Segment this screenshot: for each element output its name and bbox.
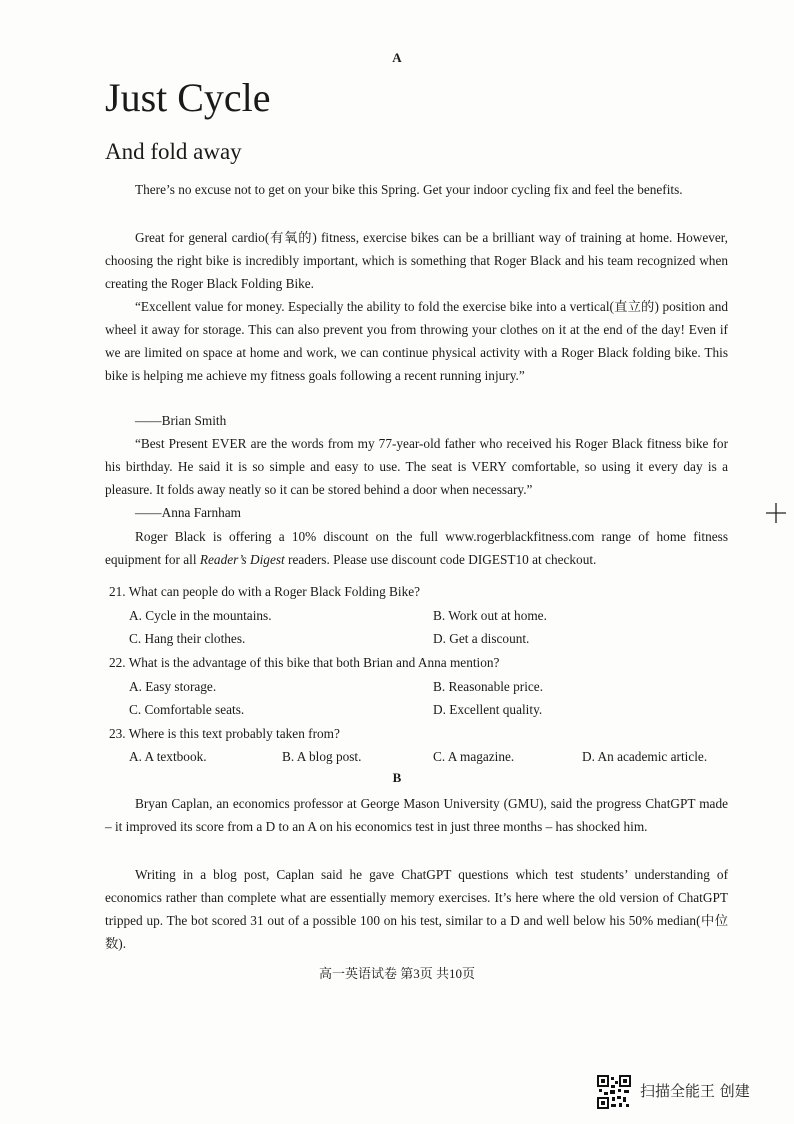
crosshair-icon <box>765 502 787 524</box>
q22-option-c: C. Comfortable seats. <box>129 702 245 717</box>
testimonial-brian: “Excellent value for money. Especially the ability to fold the exercise bike into a vertical(直立的) position and wheel it away for storage. This can also prevent you from throwing your clothes on it at the end of the day! Even if we are limited on space at home and work, we can continue physical activity with a Roger Black folding bike. This bike is helping me achieve my fitness goals following a recent running injury.” <box>105 299 728 383</box>
q23-option-b: B. A blog post. <box>282 749 362 764</box>
article-title: Just Cycle <box>105 75 271 120</box>
q23-option-a: A. A textbook. <box>129 749 207 764</box>
article-subtitle: And fold away <box>105 139 242 164</box>
section-a-label: A <box>392 50 402 65</box>
question-22-stem: 22. What is the advantage of this bike that both Brian and Anna mention? <box>109 655 500 670</box>
paragraph-cardio: Great for general cardio(有氧的) fitness, exercise bikes can be a brilliant way of training at home. However, choosing the right bike is incredibly important, which is something that Roger Black and his team recognized when creating the Roger Black Folding Bike. <box>105 230 728 291</box>
q22-option-a: A. Easy storage. <box>129 679 217 694</box>
scanner-watermark: 扫描全能王 创建 <box>640 1082 750 1100</box>
q21-option-a: A. Cycle in the mountains. <box>129 608 272 623</box>
page-footer: 高一英语试卷 第3页 共10页 <box>318 966 475 981</box>
q22-option-d: D. Excellent quality. <box>433 702 543 717</box>
section-b-paragraph-2: Writing in a blog post, Caplan said he gave ChatGPT questions which test students’ understanding of economics rather than complete what are essentially memory exercises. It’s here where the old version of ChatGPT tripped up. The bot scored 31 out of a possible 100 on his test, similar to a D and well below his 50% median(中位数). <box>105 867 728 951</box>
testimonial-anna: “Best Present EVER are the words from my 77-year-old father who received his Roger Black fitness bike for his birthday. He said it is so simple and easy to use. The seat is VERY comfortable, so using it every day is a pleasure. It folds away neatly so it can be stored behind a door when necessary.” <box>105 436 728 497</box>
section-b-label: B <box>392 770 402 785</box>
q21-option-d: D. Get a discount. <box>433 631 530 646</box>
discount-text-1: Roger Black is offering a 10% discount on the full www.rogerblackfitness.com range of home fitness equipment for all <box>105 529 728 567</box>
signature-anna: ——Anna Farnham <box>135 505 241 520</box>
q23-option-c: C. A magazine. <box>433 749 515 764</box>
paragraph-discount <box>105 525 728 571</box>
paragraph-intro: There’s no excuse not to get on your bike this Spring. Get your indoor cycling fix and feel the benefits. <box>135 182 683 197</box>
q23-option-d: D. An academic article. <box>582 749 708 764</box>
signature-brian: ——Brian Smith <box>135 413 227 428</box>
discount-text-2: readers. Please use discount code DIGEST10 at checkout. <box>284 552 597 567</box>
section-b-paragraph-1: Bryan Caplan, an economics professor at George Mason University (GMU), said the progress ChatGPT made – it improved its score from a D to an A on his economics test in just three months – has shocked him. <box>105 796 728 834</box>
q22-option-b: B. Reasonable price. <box>433 679 544 694</box>
q21-option-b: B. Work out at home. <box>433 608 547 623</box>
question-21-stem: 21. What can people do with a Roger Black Folding Bike? <box>109 584 421 599</box>
magazine-name: Reader’s Digest <box>199 552 285 567</box>
q21-option-c: C. Hang their clothes. <box>129 631 246 646</box>
qr-code-icon <box>597 1075 631 1109</box>
question-23-stem: 23. Where is this text probably taken from? <box>109 726 340 741</box>
